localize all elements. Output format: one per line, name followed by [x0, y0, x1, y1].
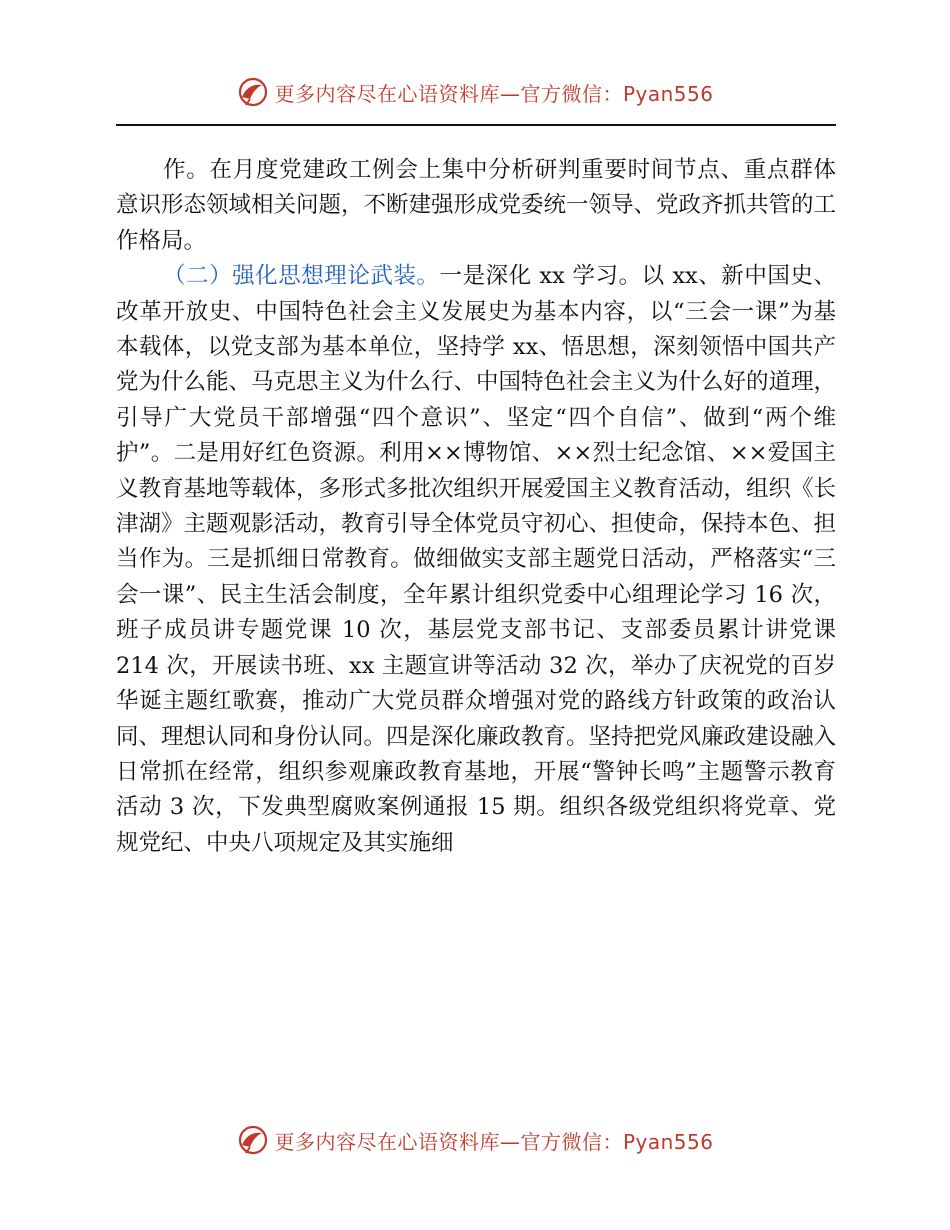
paragraph-2-text: 一是深化 xx 学习。以 xx、新中国史、改革开放史、中国特色社会主义发展史为基本内容，以“三会一课”为基本载体，以党支部为基本单位，坚持学 xx、悟思想，深刻领悟中国共产党为什么能、马克思主义为什么行、中国特色社会主义为什么好的道理，引导广大党员干部增强“四个意识”、坚定“四个自信”、做到“两个维护”。二是用好红色资源。利用××博物馆、××烈士纪念馆、××爱国主义教育基地等载体，多形式多批次组织开展爱国主义教育活动，组织《长津湖》主题观影活动，教育引导全体党员守初心、担使命，保持本色、担当作为。三是抓细日常教育。做细做实支部主题党日活动，严格落实“三会一课”、民主生活会制度，全年累计组织党委中心组理论学习 16 次，班子成员讲专题党课 10 次，基层党支部书记、支部委员累计讲党课 214 次，开展读书班、xx 主题宣讲等活动 32 次，举办了庆祝党的百岁华诞主题红歌赛，推动广大党员群众增强对党的路线方针政策的政治认同、理想认同和身份认同。四是深化廉政教育。坚持把党风廉政建设融入日常抓在经常，组织参观廉政教育基地，开展“警钟长鸣”主题警示教育活动 3 次，下发典型腐败案例通报 15 期。组织各级党组织将党章、党规党纪、中央八项规定及其实施细 — [116, 263, 837, 856]
pen-logo-icon — [236, 1123, 270, 1157]
document-body — [116, 153, 836, 861]
footer-banner — [0, 1120, 950, 1160]
footer-banner-text: 更多内容尽在心语资料库—官方微信：Pyan556 — [274, 1129, 714, 1154]
paragraph-1: 作。在月度党建政工例会上集中分析研判重要时间节点、重点群体意识形态领域相关问题，不断建强形成党委统一领导、党政齐抓共管的工作格局。 — [116, 157, 837, 254]
header-banner-text: 更多内容尽在心语资料库—官方微信：Pyan556 — [274, 81, 714, 106]
header-banner — [0, 72, 950, 112]
pen-logo-icon — [236, 75, 270, 109]
paragraph-2 — [116, 259, 836, 861]
header-divider — [116, 124, 836, 126]
section-heading: （二）强化思想理论武装。 — [163, 263, 440, 290]
